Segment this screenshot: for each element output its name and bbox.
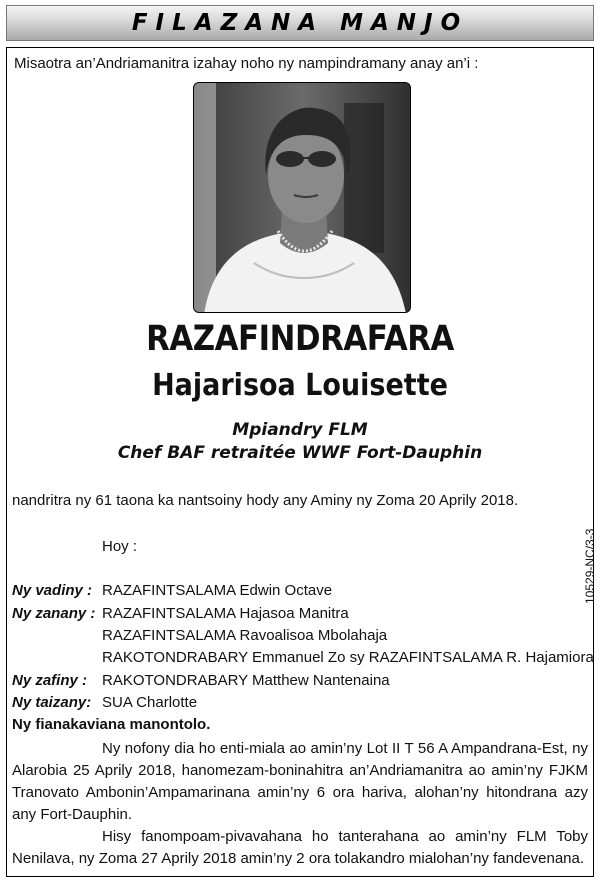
zanany-label: Ny zanany : xyxy=(12,605,96,622)
header-bar xyxy=(6,5,594,41)
taizany-name: SUA Charlotte xyxy=(102,694,198,711)
funeral-paragraph: Ny nofony dia ho enti-miala ao amin’ny Lot II T 56 A Ampandrana-Est, ny Alarobia 25 Aprily 2018, hanomezam-boninahitra an’Andriamanitra ao amin’ny FJKM Tranovato Ambonin’Ampamarinana amin’ny 6 ora hariva, alohan’ny hitondrana azy any Fort-Dauphin. xyxy=(12,740,588,823)
taizany-label: Ny taizany: xyxy=(12,694,92,711)
zanany-name: RAZAFINTSALAMA Ravoalisoa Mbolahaja xyxy=(102,627,388,644)
burial-paragraph: Hisy fanompoam-pivavahana ho tanterahana ao amin’ny FLM Toby Nenilava, ny Zoma 27 Aprily 2018 amin’ny 2 ora tolakandro mialohan’ny fandevenana. xyxy=(12,828,588,867)
fianakaviana-line: Ny fianakaviana manontolo. xyxy=(12,716,211,733)
zafiny-label: Ny zafiny : xyxy=(12,672,88,689)
deceased-surname: RAZAFINDRAFARA xyxy=(146,319,454,359)
vadiny-label: Ny vadiny : xyxy=(12,582,93,599)
zafiny-name: RAKOTONDRABARY Matthew Nantenaina xyxy=(102,672,390,689)
death-line: nandritra ny 61 taona ka nantsoiny hody any Aminy ny Zoma 20 Aprily 2018. xyxy=(12,492,519,509)
hoy-label: Hoy : xyxy=(102,538,138,555)
zanany-name: RAZAFINTSALAMA Hajasoa Manitra xyxy=(102,605,349,622)
intro-text: Misaotra an’Andriamanitra izahay noho ny nampindramany anay an’i : xyxy=(14,55,479,72)
deceased-role-2: Chef BAF retraitée WWF Fort-Dauphin xyxy=(117,443,483,463)
deceased-given-names: Hajarisoa Louisette xyxy=(152,368,448,403)
zanany-name: RAKOTONDRABARY Emmanuel Zo sy RAZAFINTSALAMA R. Hajamiora xyxy=(102,649,594,666)
portrait-photo xyxy=(193,82,411,313)
portrait-image xyxy=(194,83,411,313)
deceased-role-1: Mpiandry FLM xyxy=(232,420,368,440)
header-title: FILAZANA MANJO xyxy=(131,10,469,36)
vadiny-name: RAZAFINTSALAMA Edwin Octave xyxy=(102,582,333,599)
reference-number: 10529-NC/3-3 xyxy=(583,528,597,604)
